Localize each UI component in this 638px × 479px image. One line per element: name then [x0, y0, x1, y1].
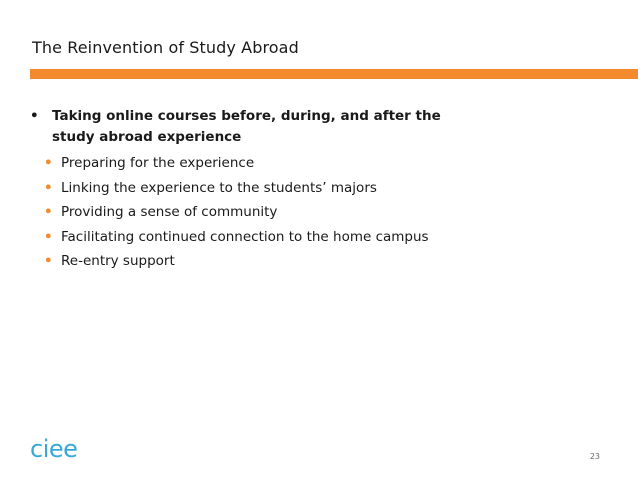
sub-bullet-text: Linking the experience to the students’ majors — [61, 179, 377, 196]
bullet-dot-icon: • — [44, 253, 53, 269]
sub-bullet-text: Preparing for the experience — [61, 155, 255, 171]
sub-bullet — [44, 227, 450, 248]
bullet-dot-icon: • — [44, 179, 53, 196]
bullet-dot-icon: • — [30, 108, 39, 124]
slide-title: The Reinvention of Study Abroad — [32, 38, 299, 57]
sub-bullet — [44, 153, 450, 174]
ciee-logo: ciee — [30, 435, 78, 463]
sub-bullet-text: Re-entry support — [61, 253, 175, 269]
sub-bullet-text: Facilitating continued connection to the home campus — [61, 228, 429, 245]
title-divider — [30, 69, 638, 79]
main-bullet-text: Taking online courses before, during, and after the study abroad experience — [52, 108, 441, 145]
sub-bullet — [44, 202, 450, 223]
sub-bullet-list — [44, 153, 450, 272]
sub-bullet-text: Providing a sense of community — [61, 204, 278, 220]
sub-bullet — [44, 251, 450, 272]
sub-bullet — [44, 178, 450, 199]
main-bullet — [30, 106, 450, 148]
bullet-list — [30, 106, 450, 276]
bullet-dot-icon: • — [44, 155, 53, 171]
bullet-dot-icon: • — [44, 204, 53, 220]
page-number: 23 — [589, 452, 600, 461]
bullet-dot-icon: • — [44, 228, 53, 245]
